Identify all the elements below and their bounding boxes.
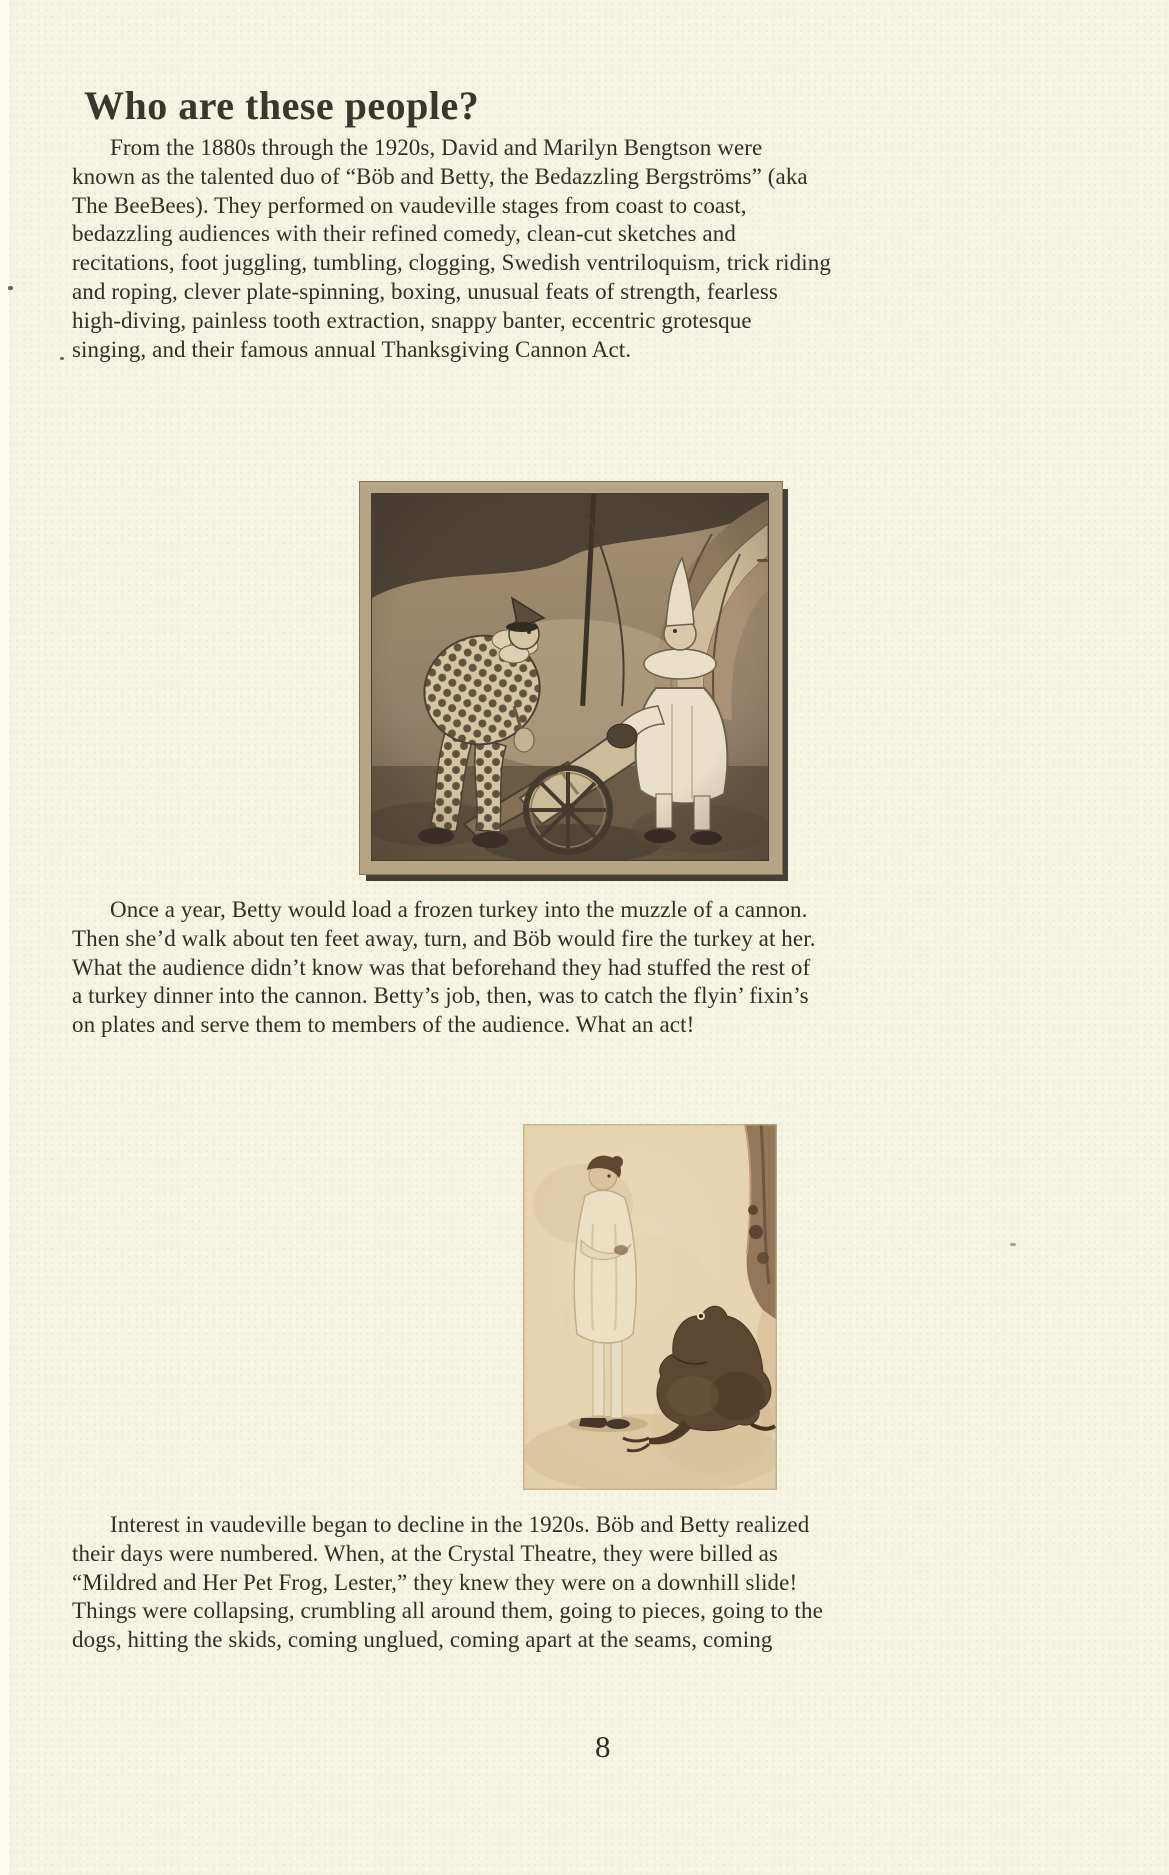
- pet-frog-photo: [523, 1124, 777, 1490]
- text-line: dogs, hitting the skids, coming unglued, coming apart at the seams, coming: [72, 1627, 773, 1653]
- text-line: The BeeBees). They performed on vaudeville stages from coast to coast,: [72, 192, 747, 218]
- text-line: Things were collapsing, crumbling all around them, going to pieces, going to the: [72, 1598, 823, 1624]
- scan-speck: [60, 357, 64, 360]
- text-line: Once a year, Betty would load a frozen turkey into the muzzle of a cannon.: [110, 897, 808, 922]
- clown-with-frog-illustration: [523, 1124, 777, 1490]
- cannon-act-photo: [360, 482, 782, 874]
- page-number: 8: [595, 1729, 611, 1764]
- text-line: recitations, foot juggling, tumbling, clogging, Swedish ventriloquism, trick riding: [72, 250, 831, 276]
- text-line: known as the talented duo of “Böb and Betty, the Bedazzling Bergströms” (aka: [72, 163, 808, 189]
- text-line: Then she’d walk about ten feet away, turn, and Böb would fire the turkey at her.: [72, 925, 816, 951]
- text-line: their days were numbered. When, at the Crystal Theatre, they were billed as: [72, 1540, 778, 1566]
- page-title: Who are these people?: [84, 83, 480, 128]
- paragraph-intro: [72, 134, 962, 364]
- paragraph-decline: [72, 1511, 962, 1655]
- scan-edge-strip: [0, 0, 9, 1875]
- scan-speck: [757, 559, 768, 562]
- scan-speck: [1010, 1243, 1016, 1246]
- clowns-with-cannon-illustration: [372, 494, 768, 860]
- text-line: From the 1880s through the 1920s, David and Marilyn Bengtson were: [110, 135, 763, 160]
- text-line: “Mildred and Her Pet Frog, Lester,” they knew they were on a downhill slide!: [72, 1569, 798, 1595]
- text-line: high-diving, painless tooth extraction, snappy banter, eccentric grotesque: [72, 307, 752, 333]
- text-line: bedazzling audiences with their refined comedy, clean-cut sketches and: [72, 221, 736, 247]
- text-line: on plates and serve them to members of the audience. What an act!: [72, 1012, 695, 1038]
- text-line: and roping, clever plate-spinning, boxing, unusual feats of strength, fearless: [72, 278, 778, 304]
- text-line: What the audience didn’t know was that beforehand they had stuffed the rest of: [72, 954, 811, 980]
- text-line: Interest in vaudeville began to decline in the 1920s. Böb and Betty realized: [110, 1512, 810, 1537]
- text-line: singing, and their famous annual Thanksgiving Cannon Act.: [72, 336, 632, 362]
- paragraph-cannon-act: [72, 896, 962, 1040]
- scan-speck: [8, 286, 13, 290]
- text-line: a turkey dinner into the cannon. Betty’s job, then, was to catch the flyin’ fixin’s: [72, 983, 809, 1009]
